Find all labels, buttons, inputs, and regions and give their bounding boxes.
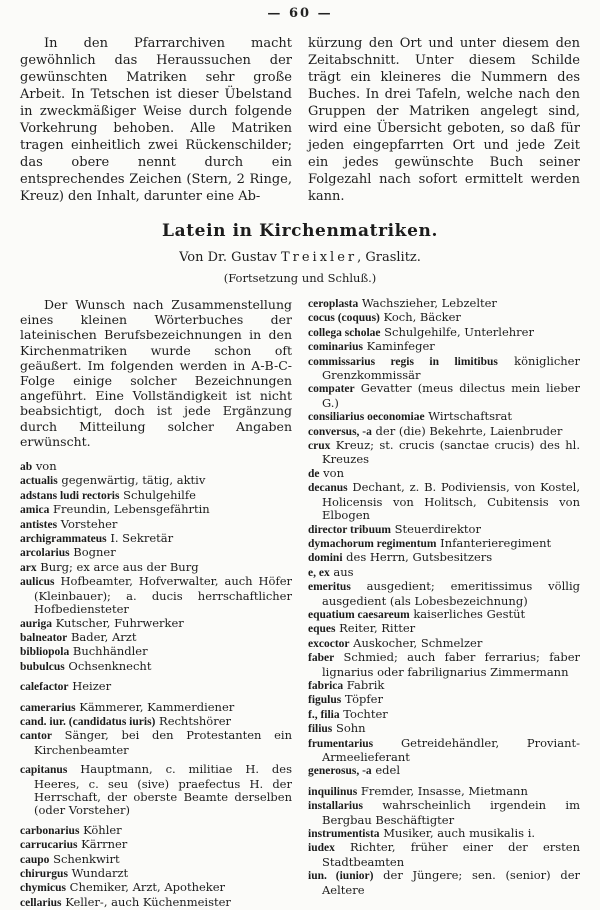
german-definition: der Jüngere; sen. (senior) der Aeltere xyxy=(322,868,580,897)
german-definition: Schmied; auch faber ferrarius; faber lignarius oder fabrilignarius Zimmermann xyxy=(322,650,580,679)
latin-term: amica xyxy=(20,504,50,517)
german-definition: Wachszieher, Lebzelter xyxy=(361,296,497,310)
previous-article-continuation xyxy=(20,35,580,205)
latin-term: ab xyxy=(20,461,33,474)
glossary-entry xyxy=(308,551,580,565)
glossary-entry xyxy=(20,561,292,575)
glossary-entry xyxy=(308,425,580,439)
german-definition: Infanterieregiment xyxy=(440,535,552,550)
latin-term: balneator xyxy=(20,631,68,644)
german-definition: wahrscheinlich irgendein im Bergbau Beschäftigter xyxy=(322,798,581,827)
latin-term: archigrammateus xyxy=(20,533,107,546)
german-definition: Kutscher, Fuhrwerker xyxy=(55,615,184,630)
glossary-left-column xyxy=(20,297,292,910)
german-definition: Sohn xyxy=(335,721,366,736)
article-header xyxy=(20,221,580,285)
german-definition: Schulgehilfe, Unterlehrer xyxy=(384,324,534,339)
german-definition: Ochsenknecht xyxy=(68,658,152,673)
glossary-entry xyxy=(20,660,292,674)
latin-term: fabrica xyxy=(308,679,344,692)
latin-term: figulus xyxy=(308,694,342,707)
glossary-entry xyxy=(20,503,292,517)
latin-term: capitanus xyxy=(20,764,68,777)
glossary-entry xyxy=(308,537,580,551)
glossary-entry xyxy=(20,575,292,616)
glossary-entry xyxy=(20,729,292,757)
german-definition: Schenkwirt xyxy=(53,851,120,866)
latin-term: bibliopola xyxy=(20,646,70,659)
article-byline xyxy=(20,250,580,265)
german-definition: aus xyxy=(333,564,354,579)
article-title: Latein in Kirchenmatriken. xyxy=(162,221,438,241)
glossary-entry xyxy=(308,708,580,722)
latin-term: instrumentista xyxy=(308,828,380,841)
glossary-entry xyxy=(20,881,292,895)
glossary-entry xyxy=(308,326,580,340)
german-definition: Dechant, z. B. Podiviensis, von Kostel, Holicensis von Holitsch, Cubitensis von Elbogen xyxy=(322,480,580,523)
glossary-entry xyxy=(308,622,580,636)
german-definition: edel xyxy=(375,763,400,778)
german-definition: Bader, Arzt xyxy=(70,629,137,644)
latin-term: e, ex xyxy=(308,566,330,579)
german-definition: Tochter xyxy=(343,706,388,721)
latin-term: decanus xyxy=(308,482,348,495)
german-definition: der (die) Bekehrte, Laienbruder xyxy=(375,423,563,438)
german-definition: Freundin, Lebensgefährtin xyxy=(53,502,210,517)
latin-term: emeritus xyxy=(308,581,351,594)
latin-term: faber xyxy=(308,652,335,665)
glossary-entry xyxy=(308,439,580,467)
german-definition: Kämmerer, Kammerdiener xyxy=(79,699,235,714)
german-definition: Buchhändler xyxy=(72,644,148,659)
latin-term: arcolarius xyxy=(20,547,70,560)
latin-term: camerarius xyxy=(20,701,76,714)
latin-term: actualis xyxy=(20,475,58,488)
german-definition: Hauptmann, c. militiae H. des Heeres, c. seu (sive) praefectus H. der Herrschaft, der oberste Beamte derselben (oder Vorsteher) xyxy=(34,762,292,818)
latin-term: iudex xyxy=(308,842,335,855)
glossary-entry xyxy=(20,474,292,488)
german-definition: Rechtshörer xyxy=(159,713,231,728)
latin-term: excoctor xyxy=(308,637,350,650)
glossary-entry xyxy=(308,311,580,325)
latin-term: equatium caesareum xyxy=(308,608,410,621)
latin-term: generosus, -a xyxy=(308,765,372,778)
german-definition: Kreuz; st. crucis (sanctae crucis) des hl. Kreuzes xyxy=(322,438,580,467)
german-definition: kaiserliches Gestüt xyxy=(413,606,526,621)
glossary-entry xyxy=(20,715,292,729)
glossary-entry xyxy=(20,896,292,910)
glossary-entry xyxy=(308,523,580,537)
prev-article-text-left: In den Pfarrarchiven macht gewöhnlich das Heraussuchen der gewünschten Matriken sehr große Arbeit. In Tetschen ist dieser Übelstand in zweckmäßiger Weise durch folgende Vorkehrung behoben. Alle Matriken tragen einheitlich zwei Rückenschilder; das obere nennt durch ein entsprechendes Zeichen (Stern, 2 Ringe, Kreuz) den Inhalt, darunter eine Ab- xyxy=(20,36,292,204)
german-definition: Steuerdirektor xyxy=(394,521,481,536)
german-definition: Getreidehändler, Proviant- Armeelieferant xyxy=(322,735,580,764)
latin-term: chymicus xyxy=(20,882,66,895)
latin-term: cand. iur. (candidatus iuris) xyxy=(20,715,156,728)
latin-term: consiliarius oeconomiae xyxy=(308,411,425,424)
latin-term: inquilinus xyxy=(308,785,358,798)
glossary-entry xyxy=(308,722,580,736)
latin-term: dymachorum regimentum xyxy=(308,537,437,550)
glossary-list-right xyxy=(308,297,580,897)
latin-term: f., filia xyxy=(308,708,340,721)
glossary-entry xyxy=(308,467,580,481)
glossary-section xyxy=(20,297,580,910)
glossary-entry xyxy=(308,566,580,580)
latin-term: commissarius regis in limitibus xyxy=(308,355,498,368)
german-definition: königlicher Grenzkommissär xyxy=(322,353,580,383)
glossary-right-column xyxy=(308,297,580,910)
glossary-entry xyxy=(20,701,292,715)
latin-term: collega scholae xyxy=(308,326,381,339)
german-definition: Fabrik xyxy=(346,677,385,692)
glossary-entry xyxy=(20,645,292,659)
glossary-entry xyxy=(308,651,580,679)
article-subtitle: (Fortsetzung und Schluß.) xyxy=(223,271,377,285)
latin-term: eques xyxy=(308,623,336,636)
glossary-entry xyxy=(20,546,292,560)
latin-term: cellarius xyxy=(20,896,62,909)
glossary-entry xyxy=(20,518,292,532)
glossary-entry xyxy=(308,481,580,522)
latin-term: de xyxy=(308,467,320,480)
glossary-entry xyxy=(20,853,292,867)
glossary-entry xyxy=(20,824,292,838)
latin-term: aulicus xyxy=(20,576,55,589)
prev-article-left-column xyxy=(20,35,292,205)
german-definition: Koch, Bäcker xyxy=(383,310,461,325)
glossary-entry xyxy=(308,297,580,311)
latin-term: installarius xyxy=(308,800,363,813)
latin-term: ceroplasta xyxy=(308,298,359,310)
german-definition: Musiker, auch musikalis i. xyxy=(383,826,536,841)
german-definition: Wirtschaftsrat xyxy=(428,409,513,424)
latin-term: chirurgus xyxy=(20,868,68,880)
glossary-entry xyxy=(308,841,580,869)
glossary-entry xyxy=(20,489,292,503)
german-definition: Bogner xyxy=(73,545,116,560)
german-definition: Köhler xyxy=(83,822,122,837)
german-definition: ausgedient; emeritissimus völlig ausgedient (als Lobesbezeichnung) xyxy=(322,579,580,608)
latin-term: carbonarius xyxy=(20,824,80,837)
glossary-entry xyxy=(308,764,580,778)
glossary-entry xyxy=(20,763,292,818)
german-definition: Reiter, Ritter xyxy=(339,621,416,636)
glossary-entry xyxy=(308,637,580,651)
glossary-entry xyxy=(20,631,292,645)
byline-prefix: Von Dr. Gustav xyxy=(179,250,277,265)
german-definition: Kärrner xyxy=(81,837,128,852)
glossary-entry xyxy=(308,410,580,424)
glossary-entry xyxy=(20,867,292,881)
german-definition: Hofbeamter, Hofverwalter, auch Höfer (Kleinbauer); a. ducis herrschaftlicher Hofbediensteter xyxy=(34,574,293,617)
prev-article-text-right: kürzung den Ort und unter diesem den Zeitabschnitt. Unter diesem Schilde trägt ein kleineres die Nummern des Buches. In drei Tafeln, welche nach den Gruppen der Matriken angelegt sind, wird eine Übersicht geboten, so daß für jeden eingepfarrten Ort und jede Zeit ein jedes gewünschte Buch seiner Folgezahl nach sofort ermittelt werden kann. xyxy=(308,36,580,204)
latin-term: director tribuum xyxy=(308,523,391,536)
latin-term: arx xyxy=(20,561,37,574)
german-definition: I. Sekretär xyxy=(110,531,174,546)
german-definition: Richter, früher einer der ersten Stadtbeamten xyxy=(322,840,581,869)
german-definition: Gevatter (meus dilectus mein lieber G.) xyxy=(322,381,580,410)
latin-term: frumentarius xyxy=(308,737,374,750)
latin-term: auriga xyxy=(20,617,52,630)
latin-term: domini xyxy=(308,552,343,565)
byline-suffix: , Graslitz. xyxy=(357,250,421,265)
glossary-entry xyxy=(308,869,580,897)
glossary-entry xyxy=(308,737,580,765)
latin-term: cominarius xyxy=(308,341,363,354)
glossary-list-left xyxy=(20,460,292,910)
glossary-entry xyxy=(20,617,292,631)
latin-term: carrucarius xyxy=(20,839,78,852)
german-definition: Auskocher, Schmelzer xyxy=(353,635,483,650)
german-definition: des Herrn, Gutsbesitzers xyxy=(346,550,493,565)
glossary-entry xyxy=(308,799,580,827)
glossary-entry xyxy=(308,827,580,841)
prev-article-right-column xyxy=(308,35,580,205)
glossary-entry xyxy=(20,460,292,474)
latin-term: calefactor xyxy=(20,681,69,694)
latin-term: antistes xyxy=(20,518,58,531)
latin-term: cocus (coquus) xyxy=(308,312,380,325)
glossary-entry xyxy=(308,785,580,799)
latin-term: compater xyxy=(308,383,355,396)
glossary-entry xyxy=(308,382,580,410)
glossary-entry xyxy=(20,532,292,546)
german-definition: Heizer xyxy=(72,679,112,694)
latin-term: filius xyxy=(308,723,333,736)
glossary-entry xyxy=(308,580,580,608)
glossary-entry xyxy=(20,680,292,694)
latin-term: caupo xyxy=(20,853,50,866)
glossary-entry xyxy=(308,608,580,622)
german-definition: Keller-, auch Küchenmeister xyxy=(65,894,231,909)
latin-term: cantor xyxy=(20,730,52,743)
article-lead-paragraph: Der Wunsch nach Zusammenstellung eines kleinen Wörterbuches der lateinischen Berufsbezeichnungen in den Kirchenmatriken wurde schon oft geäußert. Im folgenden werden in A-B-C-Folge einige solcher Bezeichnungen angeführt. Eine Vollständigkeit ist nicht beabsichtigt, doch ist jede Ergänzung durch Mitteilung solcher Angaben erwünscht. xyxy=(20,297,292,449)
german-definition: von xyxy=(323,465,344,480)
german-definition: Töpfer xyxy=(344,692,383,707)
glossary-entry xyxy=(308,355,580,383)
glossary-entry xyxy=(308,693,580,707)
german-definition: Schulgehilfe xyxy=(123,487,196,502)
german-definition: Fremder, Insasse, Mietmann xyxy=(360,783,528,798)
german-definition: gegenwärtig, tätig, aktiv xyxy=(61,473,206,488)
latin-term: crux xyxy=(308,440,331,453)
glossary-entry xyxy=(308,679,580,693)
latin-term: conversus, -a xyxy=(308,425,372,438)
german-definition: Chemiker, Arzt, Apotheker xyxy=(69,880,226,895)
german-definition: Burg; ex arce aus der Burg xyxy=(40,559,199,574)
german-definition: Kaminfeger xyxy=(366,339,435,354)
german-definition: Vorsteher xyxy=(60,516,118,531)
latin-term: bubulcus xyxy=(20,660,65,673)
latin-term: iun. (iunior) xyxy=(308,870,374,883)
latin-term: adstans ludi rectoris xyxy=(20,489,120,502)
german-definition: Wundarzt xyxy=(71,866,129,880)
glossary-entry xyxy=(20,838,292,852)
glossary-entry xyxy=(308,340,580,354)
byline-author-name: Treixler xyxy=(280,250,358,265)
german-definition: Sänger, bei den Protestanten ein Kirchenbeamter xyxy=(34,728,292,757)
page-number: — 60 — xyxy=(267,6,333,21)
german-definition: von xyxy=(35,459,57,474)
